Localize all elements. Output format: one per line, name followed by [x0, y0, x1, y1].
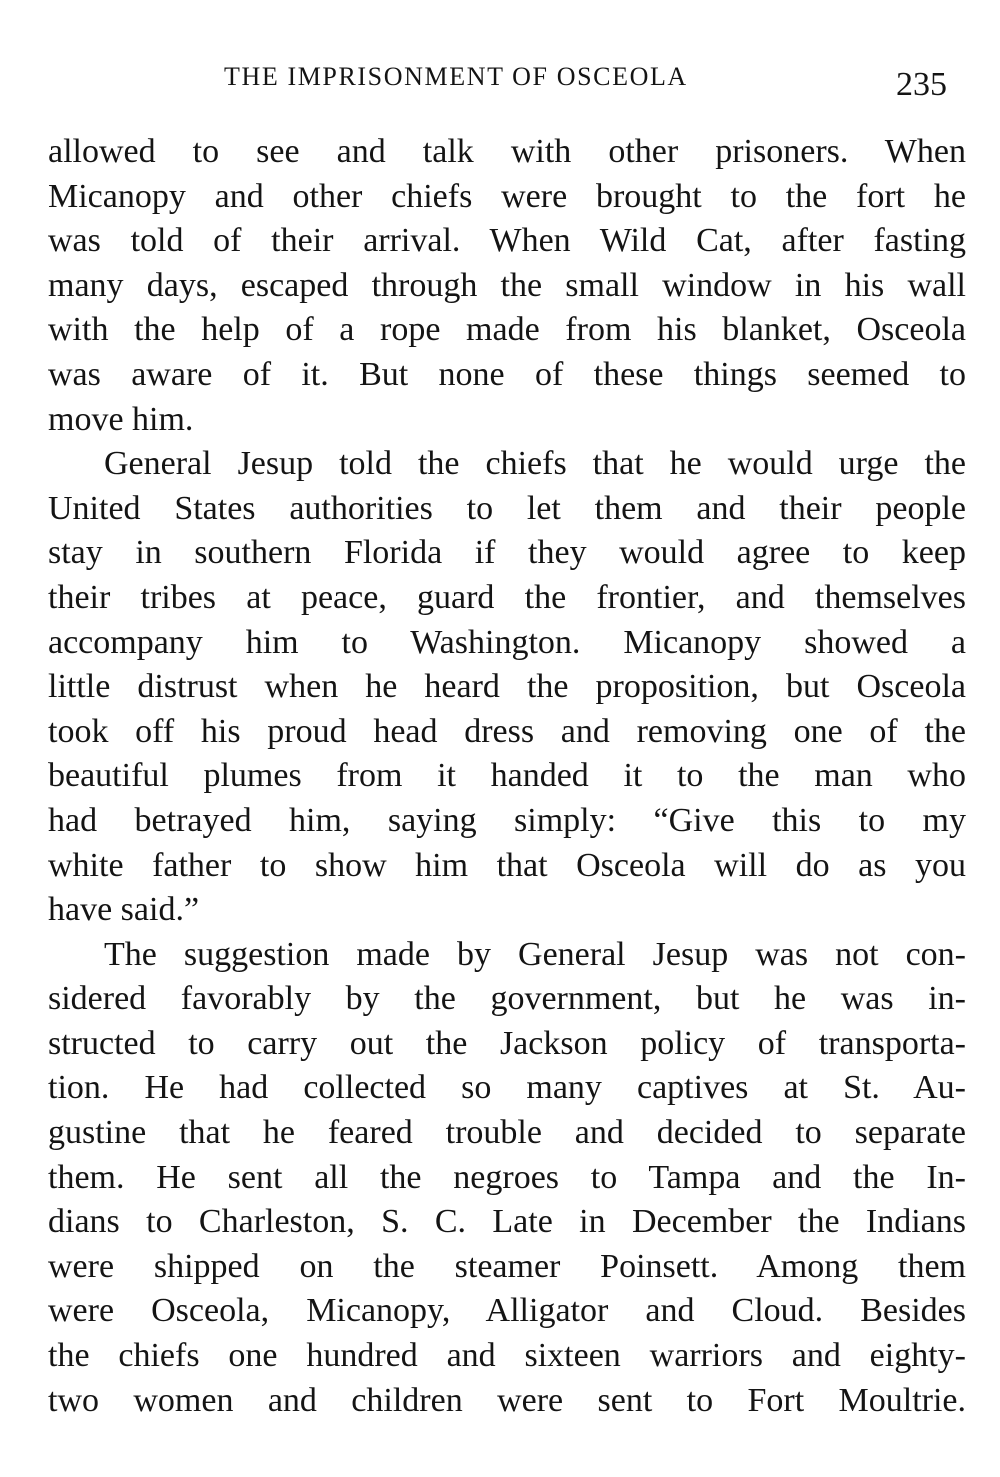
- body-text: [48, 130, 966, 1423]
- text-line: move him.: [48, 400, 194, 438]
- text-line: was aware of it. But none of these things seemed to: [48, 355, 966, 393]
- text-line: with the help of a rope made from his blanket, Osceola: [48, 311, 966, 349]
- text-line: were Osceola, Micanopy, Alligator and Cloud. Besides: [48, 1292, 966, 1330]
- text-line: accompany him to Washington. Micanopy showed a: [48, 623, 966, 661]
- text-line: beautiful plumes from it handed it to the man who: [48, 757, 966, 795]
- text-line: Micanopy and other chiefs were brought to the fort he: [48, 177, 966, 215]
- paragraph-1: [48, 130, 966, 442]
- paragraph-3: [48, 933, 966, 1424]
- text-line: allowed to see and talk with other prisoners. When: [48, 133, 966, 170]
- text-line: gustine that he feared trouble and decided to separate: [48, 1114, 966, 1152]
- text-line: many days, escaped through the small window in his wall: [48, 266, 966, 304]
- text-line: dians to Charleston, S. C. Late in December the Indians: [48, 1203, 966, 1241]
- text-line: white father to show him that Osceola will do as you: [48, 846, 966, 884]
- text-line: United States authorities to let them and their people: [48, 489, 966, 527]
- text-line: the chiefs one hundred and sixteen warriors and eighty-: [48, 1337, 966, 1375]
- text-line: them. He sent all the negroes to Tampa and the In-: [48, 1158, 966, 1196]
- text-line: stay in southern Florida if they would agree to keep: [48, 534, 966, 572]
- text-line: General Jesup told the chiefs that he would urge the: [104, 445, 966, 483]
- text-line: their tribes at peace, guard the frontier, and themselves: [48, 578, 966, 616]
- text-line: two women and children were sent to Fort Moultrie.: [48, 1381, 966, 1419]
- page-number: 235: [896, 66, 947, 103]
- text-line: sidered favorably by the government, but he was in-: [48, 980, 966, 1018]
- text-line: The suggestion made by General Jesup was not con-: [104, 935, 966, 973]
- text-line: took off his proud head dress and removing one of the: [48, 712, 966, 750]
- running-head: [0, 62, 1000, 102]
- text-line: structed to carry out the Jackson policy of transporta-: [48, 1024, 966, 1062]
- text-line: little distrust when he heard the proposition, but Osceola: [48, 668, 966, 706]
- text-line: tion. He had collected so many captives at St. Au-: [48, 1069, 966, 1107]
- text-line: was told of their arrival. When Wild Cat, after fasting: [48, 222, 966, 260]
- paragraph-2: [48, 442, 966, 933]
- text-line: were shipped on the steamer Poinsett. Among them: [48, 1247, 966, 1285]
- chapter-title: THE IMPRISONMENT OF OSCEOLA: [224, 62, 688, 91]
- text-line: had betrayed him, saying simply: “Give this to my: [48, 801, 966, 839]
- text-line: have said.”: [48, 891, 200, 929]
